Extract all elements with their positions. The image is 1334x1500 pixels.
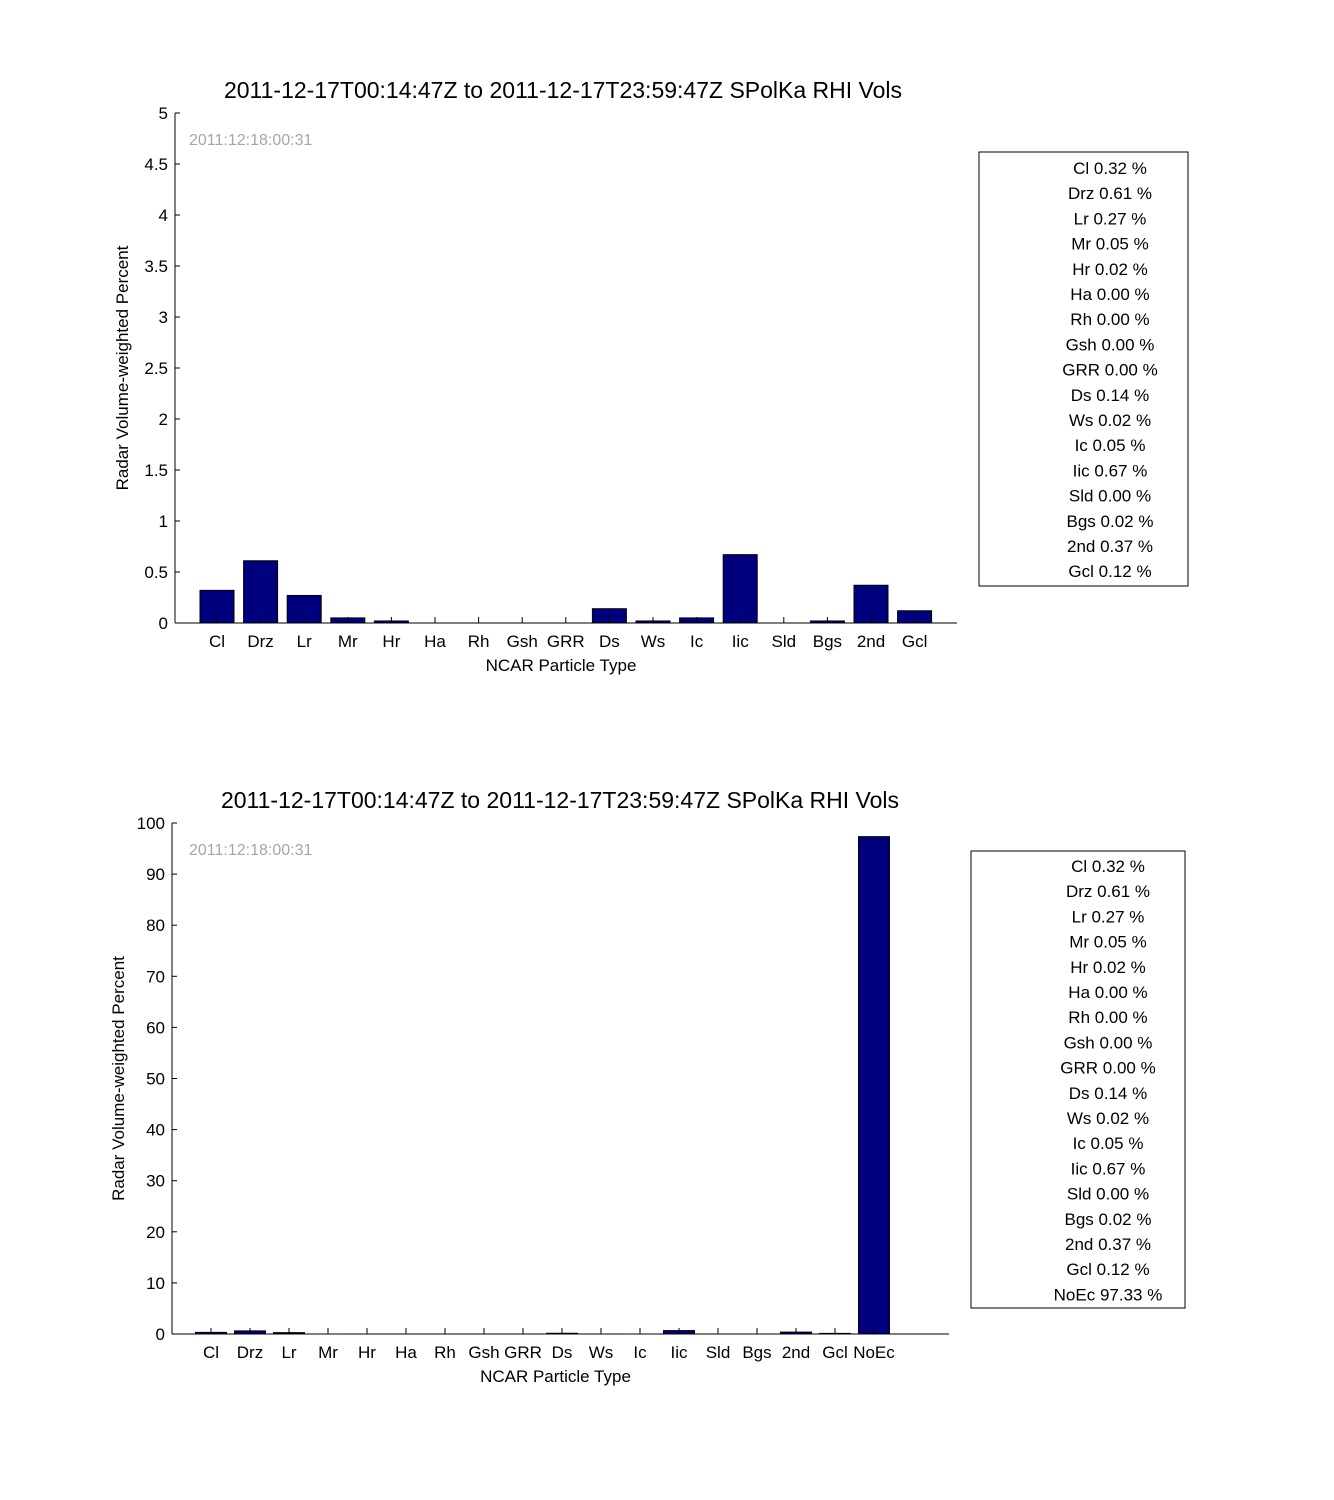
chart1-y-tick-label: 0.5 — [144, 563, 168, 582]
chart1-y-tick-label: 3.5 — [144, 257, 168, 276]
chart2-legend-entry: Gsh 0.00 % — [1063, 1033, 1153, 1053]
chart2-legend-entry: Lr 0.27 % — [1071, 907, 1145, 927]
chart2-bar-noec — [859, 837, 890, 1334]
chart1-x-tick-label: Rh — [467, 632, 490, 651]
chart1-legend-entry: Hr 0.02 % — [1072, 259, 1148, 279]
chart2-legend-entry: Ic 0.05 % — [1072, 1134, 1144, 1154]
chart1-legend-entry: Cl 0.32 % — [1073, 159, 1147, 178]
chart1-legend-entry: Ha 0.00 % — [1070, 285, 1150, 304]
chart1-legend-entry: Rh 0.00 % — [1070, 310, 1150, 330]
chart2-y-tick-label: 10 — [146, 1273, 165, 1293]
chart1-timestamp: 2011:12:18:00:31 — [189, 132, 313, 149]
chart2-x-tick-label: 2nd — [781, 1343, 811, 1362]
chart2-x-tick-label: Gcl — [822, 1343, 848, 1362]
chart1-y-tick-label: 5 — [158, 104, 168, 123]
chart1-legend-entry: Ws 0.02 % — [1068, 411, 1152, 430]
chart1-x-tick-label: Drz — [247, 632, 274, 651]
chart1-y-tick-label: 2.5 — [144, 359, 168, 378]
chart1-y-tick-label: 0 — [158, 614, 168, 633]
chart2-x-tick-label: Drz — [236, 1343, 264, 1362]
chart1-bar-drz — [244, 561, 278, 623]
chart1-x-tick-label: 2nd — [856, 632, 886, 651]
chart1-x-tick-label: Sld — [771, 632, 797, 651]
chart1-x-tick-label: GRR — [546, 632, 585, 651]
chart2-y-axis-label: Radar Volume-weighted Percent — [109, 956, 128, 1201]
chart1-y-tick-label: 2 — [158, 410, 168, 429]
chart1-y-tick-label: 3 — [158, 308, 168, 327]
chart2-legend-entry: Gcl 0.12 % — [1066, 1260, 1150, 1280]
chart1-x-tick-label: Ha — [424, 632, 446, 651]
chart1-x-tick-label: Cl — [208, 632, 226, 651]
chart1-legend-entry: 2nd 0.37 % — [1066, 537, 1154, 556]
chart2-x-tick-label: Bgs — [742, 1343, 772, 1362]
chart2-x-tick-label: Lr — [281, 1343, 297, 1362]
chart2-y-tick-label: 100 — [136, 814, 165, 833]
chart1-y-tick-label: 4.5 — [144, 155, 168, 174]
chart1-x-tick-label: Ws — [640, 632, 666, 651]
chart1-x-axis-label: NCAR Particle Type — [485, 656, 637, 675]
chart1-legend-entry: Lr 0.27 % — [1073, 209, 1147, 229]
chart2-x-axis-label: NCAR Particle Type — [480, 1367, 631, 1386]
chart1-legend-entry: Ds 0.14 % — [1070, 385, 1150, 405]
chart1-legend-entry: Mr 0.05 % — [1071, 234, 1149, 254]
chart2-x-tick-label: Iic — [670, 1343, 688, 1362]
chart1-legend-entry: Ic 0.05 % — [1074, 436, 1146, 456]
chart2-x-tick-label: Cl — [202, 1343, 220, 1362]
chart2-timestamp: 2011:12:18:00:31 — [189, 842, 313, 859]
chart1-y-tick-label: 4 — [158, 206, 168, 225]
chart2-x-tick-label: Ic — [633, 1343, 647, 1362]
chart2-y-tick-label: 70 — [146, 967, 165, 987]
chart1-x-tick-label: Ic — [689, 632, 704, 651]
chart2-legend-entry: 2nd 0.37 % — [1064, 1235, 1152, 1254]
chart2-x-tick-label: Sld — [705, 1343, 731, 1362]
chart2-legend-entry: Rh 0.00 % — [1068, 1008, 1148, 1028]
chart2-x-tick-label: NoEc — [853, 1343, 895, 1362]
chart1-legend-entry: GRR 0.00 % — [1062, 360, 1158, 380]
chart1-x-tick-label: Lr — [296, 632, 312, 651]
chart1-y-tick-label: 1 — [158, 512, 168, 531]
chart2-legend-entry: Iic 0.67 % — [1070, 1159, 1146, 1179]
chart1-bar-iic — [723, 555, 757, 623]
chart2-x-tick-label: GRR — [504, 1343, 542, 1362]
chart2-legend-entry: NoEc 97.33 % — [1053, 1285, 1163, 1305]
chart2-y-tick-label: 40 — [146, 1120, 165, 1140]
chart2-y-tick-label: 90 — [146, 865, 165, 885]
chart2-x-tick-label: Gsh — [468, 1343, 500, 1362]
chart2-x-tick-label: Ha — [395, 1343, 417, 1362]
chart1-legend-entry: Drz 0.61 % — [1067, 184, 1153, 204]
chart1-x-tick-label: Mr — [337, 632, 358, 651]
chart2-legend-entry: Drz 0.61 % — [1065, 882, 1151, 902]
chart2-legend-entry: Ds 0.14 % — [1068, 1083, 1148, 1103]
chart2-y-tick-label: 30 — [146, 1171, 165, 1191]
chart1-y-axis-label: Radar Volume-weighted Percent — [113, 245, 132, 491]
chart2-y-tick-label: 50 — [146, 1069, 165, 1089]
chart2-x-tick-label: Ds — [551, 1343, 573, 1362]
chart1-title: 2011-12-17T00:14:47Z to 2011-12-17T23:59:47Z SPolKa RHI Vols — [223, 77, 903, 103]
chart1-x-tick-label: Bgs — [812, 632, 843, 651]
chart2-title: 2011-12-17T00:14:47Z to 2011-12-17T23:59:47Z SPolKa RHI Vols — [220, 787, 900, 813]
chart2-legend-entry: Cl 0.32 % — [1071, 857, 1145, 876]
chart2-x-tick-label: Hr — [358, 1343, 376, 1362]
chart1-x-tick-label: Gsh — [506, 632, 538, 651]
chart2-x-tick-label: Mr — [318, 1343, 338, 1362]
chart1-legend-entry: Gcl 0.12 % — [1068, 562, 1152, 582]
chart2-legend-entry: Bgs 0.02 % — [1064, 1209, 1152, 1229]
chart2-x-tick-label: Rh — [434, 1343, 456, 1362]
chart1-legend-entry: Bgs 0.02 % — [1066, 511, 1154, 531]
chart1-legend-entry: Sld 0.00 % — [1068, 486, 1152, 506]
chart1-legend-entry: Gsh 0.00 % — [1065, 335, 1155, 355]
chart1-legend-entry: Iic 0.67 % — [1072, 461, 1148, 481]
chart1-x-tick-label: Ds — [599, 632, 620, 651]
chart2-y-tick-label: 80 — [146, 916, 165, 936]
chart2-legend-entry: Ha 0.00 % — [1068, 983, 1148, 1002]
chart1-x-tick-label: Iic — [731, 632, 749, 651]
chart1-x-tick-label: Gcl — [901, 632, 928, 651]
chart2-legend-entry: Mr 0.05 % — [1069, 932, 1147, 952]
chart2-x-tick-label: Ws — [588, 1343, 614, 1362]
chart2-y-tick-label: 60 — [146, 1018, 165, 1038]
chart2-legend-entry: GRR 0.00 % — [1060, 1058, 1156, 1078]
chart2-legend-entry: Hr 0.02 % — [1070, 957, 1146, 977]
chart2-y-tick-label: 20 — [146, 1222, 165, 1242]
chart2-legend-entry: Ws 0.02 % — [1066, 1109, 1150, 1128]
chart1-x-tick-label: Hr — [382, 632, 401, 651]
chart2-y-tick-label: 0 — [155, 1325, 165, 1344]
chart2-legend-entry: Sld 0.00 % — [1066, 1184, 1150, 1204]
chart1-y-tick-label: 1.5 — [144, 461, 168, 480]
